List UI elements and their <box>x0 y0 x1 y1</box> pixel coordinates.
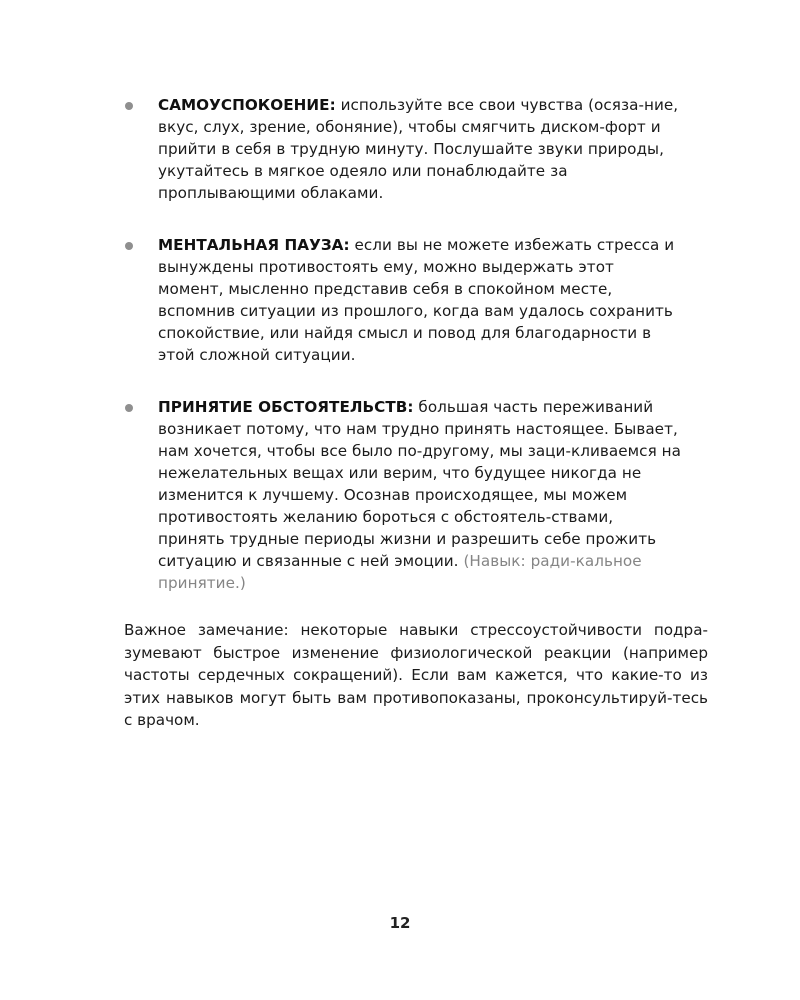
bullet-icon <box>125 102 133 110</box>
skill-reference: (Навык: ради-кальное принятие.) <box>158 552 642 592</box>
skills-list <box>124 94 684 594</box>
skill-term: МЕНТАЛЬНАЯ ПАУЗА: <box>158 236 350 254</box>
bullet-icon <box>125 404 133 412</box>
skill-description: используйте все свои чувства (осяза-ние, вкус, слух, зрение, обоняние), чтобы смягчить диском-форт и прийти в себя в трудную минуту. Послушайте звуки природы, укутайтесь в мягкое одеяло или понаблюдайте за проплывающими облаками. <box>158 96 679 202</box>
skill-term: ПРИНЯТИЕ ОБСТОЯТЕЛЬСТВ: <box>158 398 414 416</box>
skill-description: большая часть переживаний возникает потому, что нам трудно принять настоящее. Бывает, нам хочется, чтобы все было по-другому, мы заци-кливаемся на нежелательных вещах или верим, что будущее никогда не изменится к лучшему. Осознав происходящее, мы можем противостоять желанию бороться с обстоятель-ствами, принять трудные периоды жизни и разрешить себе прожить ситуацию и связанные с ней эмоции. <box>158 398 681 570</box>
skill-description: если вы не можете избежать стресса и вынуждены противостоять ему, можно выдержать этот момент, мысленно представив себя в спокойном месте, вспомнив ситуации из прошлого, когда вам удалось сохранить спокойствие, или найдя смысл и повод для благодарности в этой сложной ситуации. <box>158 236 675 364</box>
page-number: 12 <box>389 914 411 932</box>
list-item <box>124 94 684 204</box>
skill-term: САМОУСПОКОЕНИЕ: <box>158 96 336 114</box>
list-item <box>124 234 684 366</box>
important-note: Важное замечание: некоторые навыки стрессоустойчивости подра-зумевают быстрое изменение физиологической реакции (например частоты сердечных сокращений). Если вам кажется, что какие-то из этих навыков могут быть вам противопоказаны, проконсультируй-тесь с врачом. <box>124 621 708 729</box>
list-item <box>124 396 684 594</box>
bullet-icon <box>125 242 133 250</box>
